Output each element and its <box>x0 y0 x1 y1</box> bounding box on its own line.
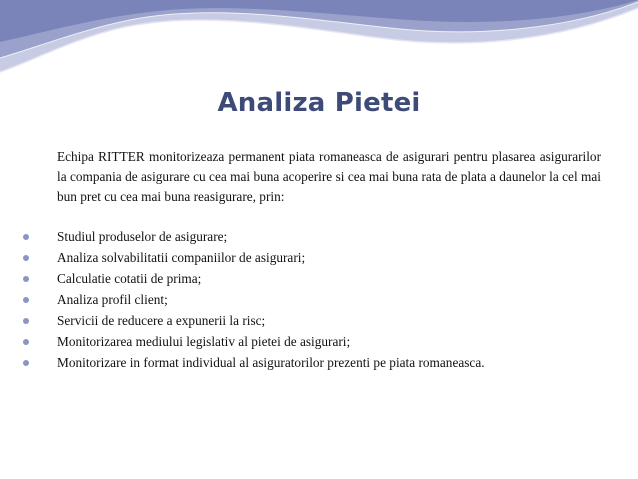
list-item-text: Studiul produselor de asigurare; <box>57 229 228 244</box>
bullet-dot-icon <box>23 360 29 366</box>
list-item <box>20 247 620 268</box>
bullet-dot-icon <box>23 234 29 240</box>
list-item <box>20 352 620 373</box>
list-item-text: Analiza solvabilitatii companiilor de asigurari; <box>57 250 306 265</box>
header-wave-decoration <box>0 0 638 80</box>
list-item-text: Analiza profil client; <box>57 292 168 307</box>
list-item-text: Monitorizare in format individual al asiguratorilor prezenti pe piata romaneasca. <box>57 355 485 370</box>
list-item-text: Calculatie cotatii de prima; <box>57 271 202 286</box>
list-item <box>20 226 620 247</box>
bullet-dot-icon <box>23 339 29 345</box>
slide-title: Analiza Pietei <box>217 88 421 118</box>
list-item-text: Servicii de reducere a expunerii la risc; <box>57 313 266 328</box>
bullet-list <box>20 226 620 373</box>
intro-paragraph: Echipa RITTER monitorizeaza permanent piata romaneasca de asigurari pentru plasarea asigurarilor la compania de asigurare cu cea mai buna acoperire si cea mai buna rata de plata a daunelor la cel mai bun pret cu cea mai buna reasigurare, prin: <box>57 149 601 204</box>
list-item-text: Monitorizarea mediului legislativ al pietei de asigurari; <box>57 334 351 349</box>
list-item <box>20 289 620 310</box>
list-item <box>20 268 620 289</box>
bullet-dot-icon <box>23 276 29 282</box>
list-item <box>20 310 620 331</box>
bullet-dot-icon <box>23 255 29 261</box>
list-item <box>20 331 620 352</box>
bullet-dot-icon <box>23 318 29 324</box>
bullet-dot-icon <box>23 297 29 303</box>
